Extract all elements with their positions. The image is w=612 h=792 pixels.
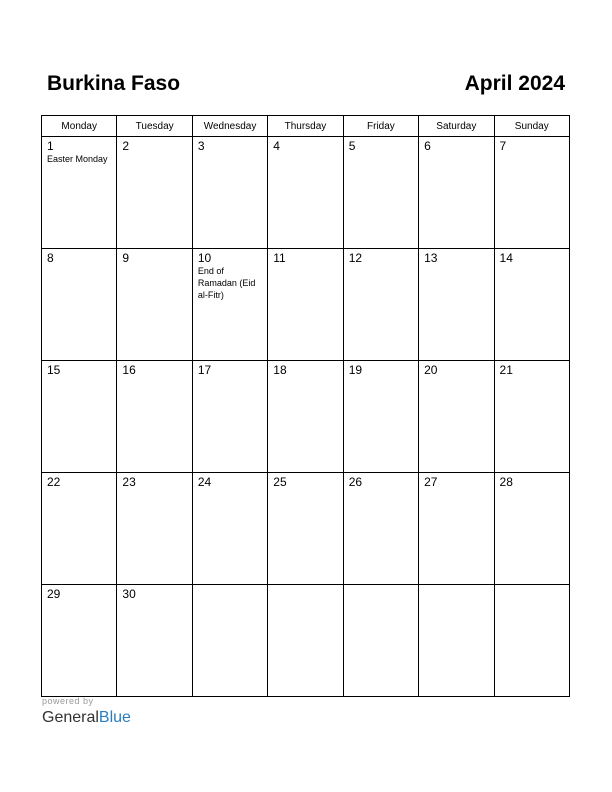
day-cell [268, 137, 343, 249]
day-number: 29 [47, 587, 61, 601]
day-cell [42, 249, 117, 361]
day-number: 22 [47, 475, 61, 489]
day-number: 19 [348, 363, 363, 377]
day-cell [192, 585, 267, 697]
day-number: 8 [47, 251, 54, 265]
day-cell [419, 137, 494, 249]
weekday-friday: Friday [343, 116, 418, 137]
day-cell [117, 585, 192, 697]
weekday-thursday: Thursday [268, 116, 343, 137]
day-cell [343, 361, 418, 473]
powered-by-text: powered by [42, 696, 94, 706]
day-cell [42, 473, 117, 585]
weekday-wednesday: Wednesday [192, 116, 267, 137]
day-cell [419, 361, 494, 473]
day-number: 11 [273, 251, 286, 265]
day-number: 18 [273, 363, 287, 377]
week-row-2 [42, 249, 570, 361]
day-cell [419, 249, 494, 361]
day-cell [343, 585, 418, 697]
day-number: 14 [499, 251, 513, 265]
day-number: 13 [424, 251, 438, 265]
day-number: 26 [348, 475, 363, 489]
day-number: 23 [122, 475, 136, 489]
day-number: 10 [197, 251, 212, 265]
day-number: 21 [499, 363, 513, 377]
day-number: 1 [47, 139, 54, 153]
day-cell [117, 361, 192, 473]
day-cell [42, 137, 117, 249]
day-cell [343, 473, 418, 585]
day-cell [117, 249, 192, 361]
day-cell [192, 473, 267, 585]
day-number: 30 [122, 587, 136, 601]
day-cell [268, 361, 343, 473]
day-cell [42, 585, 117, 697]
day-number: 4 [273, 139, 280, 153]
day-cell [192, 249, 267, 361]
day-number: 24 [197, 475, 212, 489]
day-cell [494, 249, 569, 361]
day-number: 25 [273, 475, 287, 489]
day-cell [192, 361, 267, 473]
footer [42, 696, 131, 728]
weekday-header-row [42, 116, 570, 137]
day-number: 12 [348, 251, 363, 265]
weekday-saturday: Saturday [419, 116, 494, 137]
day-cell [494, 137, 569, 249]
day-cell [494, 361, 569, 473]
weekday-tuesday: Tuesday [117, 116, 192, 137]
week-row-3 [42, 361, 570, 473]
day-cell [268, 585, 343, 697]
holiday-label: Easter Monday [47, 154, 108, 164]
day-cell [343, 249, 418, 361]
country-title: Burkina Faso [47, 72, 181, 95]
day-cell [117, 137, 192, 249]
day-cell [494, 473, 569, 585]
day-number: 15 [47, 363, 61, 377]
brand-general-text: General [42, 709, 99, 726]
day-number: 7 [499, 139, 507, 153]
day-number: 20 [424, 363, 438, 377]
day-number: 28 [499, 475, 513, 489]
day-number: 6 [424, 139, 431, 153]
brand-logo[interactable] [42, 708, 131, 728]
brand-blue-text: Blue [98, 709, 131, 726]
day-number: 3 [197, 139, 205, 153]
day-number: 9 [122, 251, 130, 265]
month-year-title: April 2024 [464, 72, 565, 95]
day-cell [117, 473, 192, 585]
day-cell [268, 249, 343, 361]
day-number: 16 [122, 363, 136, 377]
week-row-4 [42, 473, 570, 585]
day-cell [192, 137, 267, 249]
day-cell [42, 361, 117, 473]
day-number: 27 [424, 475, 438, 489]
day-cell [419, 585, 494, 697]
day-cell [494, 585, 569, 697]
day-number: 2 [122, 139, 130, 153]
weekday-monday: Monday [42, 116, 117, 137]
weekday-sunday: Sunday [494, 116, 569, 137]
week-row-1 [42, 137, 570, 249]
day-number: 17 [197, 363, 212, 377]
day-cell [419, 473, 494, 585]
holiday-label: End of Ramadan (Eid al-Fitr) [197, 266, 256, 300]
day-cell [268, 473, 343, 585]
week-row-5 [42, 585, 570, 697]
day-number: 5 [348, 139, 356, 153]
day-cell [343, 137, 418, 249]
calendar-grid [41, 115, 570, 697]
